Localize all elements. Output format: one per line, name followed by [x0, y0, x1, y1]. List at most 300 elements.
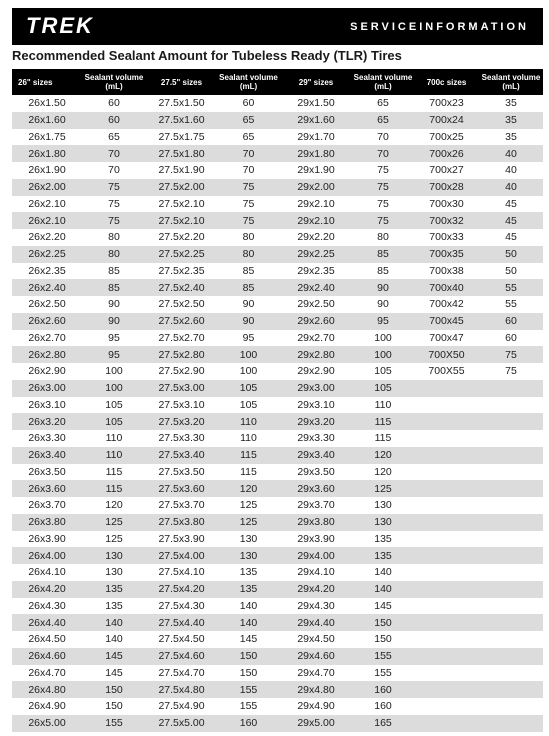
tire-size-cell: 26x3.00 [12, 380, 82, 397]
tire-size-cell: 26x4.40 [12, 614, 82, 631]
tire-size-cell: 29x3.90 [280, 531, 352, 548]
sealant-volume-cell [479, 497, 543, 514]
sealant-volume-cell: 150 [217, 648, 280, 665]
column-header: 27.5" sizes [146, 69, 217, 95]
tire-size-cell [414, 531, 479, 548]
sealant-volume-cell [479, 430, 543, 447]
sealant-volume-cell: 145 [82, 665, 146, 682]
sealant-volume-cell: 40 [479, 179, 543, 196]
table-row [12, 229, 543, 246]
sealant-volume-cell: 85 [217, 263, 280, 280]
tire-size-cell: 29x1.60 [280, 112, 352, 129]
tire-size-cell: 700x23 [414, 95, 479, 112]
sealant-volume-cell: 135 [352, 547, 414, 564]
tire-size-cell [414, 397, 479, 414]
table-row [12, 179, 543, 196]
tire-size-cell: 29x2.25 [280, 246, 352, 263]
tire-size-cell: 26x3.80 [12, 514, 82, 531]
sealant-volume-cell: 55 [479, 279, 543, 296]
sealant-volume-cell [479, 631, 543, 648]
tire-size-cell: 700x24 [414, 112, 479, 129]
column-header: 26" sizes [12, 69, 82, 95]
tire-size-cell: 700x47 [414, 330, 479, 347]
tire-size-cell: 29x4.40 [280, 614, 352, 631]
sealant-volume-cell: 160 [352, 698, 414, 715]
sealant-volume-cell: 75 [82, 179, 146, 196]
tire-size-cell: 29x4.20 [280, 581, 352, 598]
sealant-volume-cell: 95 [82, 330, 146, 347]
tire-size-cell: 27.5x4.60 [146, 648, 217, 665]
tire-size-cell: 27.5x1.80 [146, 145, 217, 162]
sealant-volume-cell: 150 [82, 698, 146, 715]
table-row [12, 447, 543, 464]
sealant-volume-cell: 75 [82, 196, 146, 213]
tire-size-cell: 700x26 [414, 145, 479, 162]
table-row [12, 380, 543, 397]
sealant-volume-cell: 140 [217, 614, 280, 631]
sealant-volume-cell: 50 [479, 263, 543, 280]
tire-size-cell: 27.5x3.90 [146, 531, 217, 548]
sealant-volume-cell: 155 [82, 715, 146, 732]
tire-size-cell: 29x1.80 [280, 145, 352, 162]
tire-size-cell: 27.5x4.40 [146, 614, 217, 631]
tire-size-cell: 27.5x2.70 [146, 330, 217, 347]
tire-size-cell: 26x4.60 [12, 648, 82, 665]
sealant-volume-cell: 155 [217, 698, 280, 715]
sealant-volume-cell [479, 380, 543, 397]
sealant-volume-cell: 100 [352, 330, 414, 347]
sealant-volume-cell: 40 [479, 162, 543, 179]
column-header: Sealant volume (mL) [82, 69, 146, 95]
tire-size-cell: 27.5x1.60 [146, 112, 217, 129]
sealant-volume-cell: 60 [82, 112, 146, 129]
sealant-volume-cell: 60 [217, 95, 280, 112]
tire-size-cell: 29x1.70 [280, 129, 352, 146]
tire-size-cell: 26x2.90 [12, 363, 82, 380]
sealant-volume-cell: 80 [217, 229, 280, 246]
tire-size-cell: 29x3.80 [280, 514, 352, 531]
sealant-volume-cell [479, 614, 543, 631]
tire-size-cell: 27.5x3.40 [146, 447, 217, 464]
tire-size-cell [414, 547, 479, 564]
sealant-volume-cell: 90 [82, 296, 146, 313]
sealant-volume-cell: 160 [352, 681, 414, 698]
table-row [12, 631, 543, 648]
table-row [12, 279, 543, 296]
tire-size-cell [414, 564, 479, 581]
tire-size-cell [414, 581, 479, 598]
tire-size-cell: 26x3.10 [12, 397, 82, 414]
tire-size-cell [414, 715, 479, 732]
sealant-volume-cell [479, 581, 543, 598]
sealant-volume-cell: 80 [217, 246, 280, 263]
sealant-volume-cell: 135 [217, 564, 280, 581]
sealant-volume-cell: 115 [82, 464, 146, 481]
sealant-volume-cell: 90 [82, 313, 146, 330]
sealant-volume-cell [479, 413, 543, 430]
sealant-volume-cell: 75 [217, 212, 280, 229]
sealant-volume-cell: 130 [352, 514, 414, 531]
section-label: SERVICEINFORMATION [350, 21, 529, 33]
tire-size-cell: 26x2.50 [12, 296, 82, 313]
sealant-volume-cell: 120 [217, 480, 280, 497]
table-header-row [12, 69, 543, 95]
sealant-volume-cell: 140 [82, 614, 146, 631]
sealant-volume-cell: 130 [217, 547, 280, 564]
table-row [12, 112, 543, 129]
tire-size-cell: 27.5x2.40 [146, 279, 217, 296]
tire-size-cell: 26x5.00 [12, 715, 82, 732]
table-row [12, 464, 543, 481]
tire-size-cell: 700x28 [414, 179, 479, 196]
tire-size-cell: 27.5x2.25 [146, 246, 217, 263]
tire-size-cell: 26x2.10 [12, 196, 82, 213]
sealant-volume-cell: 150 [82, 681, 146, 698]
sealant-volume-cell: 130 [217, 531, 280, 548]
table-row [12, 363, 543, 380]
tire-size-cell: 29x3.60 [280, 480, 352, 497]
sealant-volume-cell [479, 397, 543, 414]
tire-size-cell: 26x4.90 [12, 698, 82, 715]
sealant-volume-cell: 60 [479, 313, 543, 330]
tire-size-cell: 26x4.70 [12, 665, 82, 682]
sealant-volume-cell [479, 715, 543, 732]
table-row [12, 497, 543, 514]
tire-size-cell [414, 631, 479, 648]
sealant-volume-cell: 115 [217, 464, 280, 481]
table-row [12, 212, 543, 229]
tire-size-cell: 27.5x2.20 [146, 229, 217, 246]
sealant-volume-cell: 60 [82, 95, 146, 112]
table-row [12, 162, 543, 179]
sealant-volume-cell: 65 [217, 112, 280, 129]
sealant-volume-cell: 125 [217, 514, 280, 531]
tire-size-cell: 27.5x4.50 [146, 631, 217, 648]
tire-size-cell [414, 480, 479, 497]
tire-size-cell: 700x38 [414, 263, 479, 280]
tire-size-cell [414, 614, 479, 631]
sealant-volume-cell: 140 [352, 564, 414, 581]
sealant-volume-cell: 100 [352, 346, 414, 363]
sealant-volume-cell [479, 531, 543, 548]
tire-size-cell: 29x2.50 [280, 296, 352, 313]
sealant-volume-cell [479, 698, 543, 715]
table-row [12, 313, 543, 330]
trek-logo: TREK [26, 13, 94, 38]
tire-size-cell: 26x2.60 [12, 313, 82, 330]
tire-size-cell: 27.5x2.35 [146, 263, 217, 280]
tire-size-cell: 700x32 [414, 212, 479, 229]
tire-size-cell: 27.5x2.10 [146, 196, 217, 213]
tire-size-cell: 29x3.10 [280, 397, 352, 414]
sealant-volume-cell: 115 [352, 413, 414, 430]
sealant-volume-cell [479, 514, 543, 531]
tire-size-cell: 26x3.60 [12, 480, 82, 497]
sealant-volume-cell: 110 [352, 397, 414, 414]
tire-size-cell: 27.5x3.50 [146, 464, 217, 481]
sealant-volume-cell [479, 547, 543, 564]
sealant-volume-cell: 125 [217, 497, 280, 514]
sealant-volume-cell: 55 [479, 296, 543, 313]
sealant-volume-cell [479, 447, 543, 464]
sealant-volume-cell: 80 [352, 229, 414, 246]
tire-size-cell: 29x3.40 [280, 447, 352, 464]
sealant-volume-cell: 45 [479, 212, 543, 229]
sealant-volume-cell: 115 [352, 430, 414, 447]
sealant-volume-cell: 35 [479, 129, 543, 146]
table-row [12, 698, 543, 715]
sealant-volume-cell: 70 [352, 129, 414, 146]
tire-size-cell: 27.5x3.20 [146, 413, 217, 430]
table-row [12, 263, 543, 280]
tire-size-cell: 26x1.80 [12, 145, 82, 162]
column-header: 700c sizes [414, 69, 479, 95]
sealant-volume-cell: 70 [82, 162, 146, 179]
tire-size-cell: 29x2.70 [280, 330, 352, 347]
sealant-volume-cell: 70 [217, 162, 280, 179]
tire-size-cell: 26x2.40 [12, 279, 82, 296]
tire-size-cell [414, 648, 479, 665]
table-body [12, 95, 543, 732]
tire-size-cell: 26x4.10 [12, 564, 82, 581]
sealant-volume-cell: 110 [217, 413, 280, 430]
tire-size-cell: 29x4.60 [280, 648, 352, 665]
tire-size-cell: 27.5x4.90 [146, 698, 217, 715]
sealant-volume-cell: 125 [352, 480, 414, 497]
table-row [12, 430, 543, 447]
sealant-volume-cell: 120 [82, 497, 146, 514]
tire-size-cell: 29x4.00 [280, 547, 352, 564]
tire-size-cell: 27.5x2.90 [146, 363, 217, 380]
sealant-volume-cell [479, 480, 543, 497]
sealant-volume-cell: 100 [82, 363, 146, 380]
sealant-volume-cell: 105 [217, 380, 280, 397]
tire-size-cell: 26x3.70 [12, 497, 82, 514]
tire-size-cell: 26x2.80 [12, 346, 82, 363]
sealant-volume-cell: 70 [352, 145, 414, 162]
tire-size-cell: 26x3.20 [12, 413, 82, 430]
sealant-volume-cell: 35 [479, 112, 543, 129]
tire-size-cell: 29x2.20 [280, 229, 352, 246]
tire-size-cell [414, 380, 479, 397]
tire-size-cell: 27.5x1.90 [146, 162, 217, 179]
tire-size-cell: 26x4.80 [12, 681, 82, 698]
sealant-volume-cell: 110 [82, 430, 146, 447]
sealant-volume-cell: 75 [82, 212, 146, 229]
sealant-volume-cell: 65 [217, 129, 280, 146]
tire-size-cell: 29x4.80 [280, 681, 352, 698]
tire-size-cell: 26x2.10 [12, 212, 82, 229]
sealant-volume-cell: 155 [352, 665, 414, 682]
tire-size-cell: 27.5x4.70 [146, 665, 217, 682]
tire-size-cell: 700x40 [414, 279, 479, 296]
tire-size-cell: 26x3.30 [12, 430, 82, 447]
sealant-volume-cell: 85 [217, 279, 280, 296]
column-header: 29" sizes [280, 69, 352, 95]
tire-size-cell: 26x3.90 [12, 531, 82, 548]
table-row [12, 681, 543, 698]
table-row [12, 145, 543, 162]
header-banner [12, 8, 543, 45]
tire-size-cell: 26x4.50 [12, 631, 82, 648]
tire-size-cell [414, 464, 479, 481]
sealant-volume-cell: 75 [479, 363, 543, 380]
table-row [12, 397, 543, 414]
sealant-volume-cell: 115 [217, 447, 280, 464]
tire-size-cell [414, 447, 479, 464]
table-row [12, 480, 543, 497]
tire-size-cell: 700x25 [414, 129, 479, 146]
sealant-volume-cell: 95 [82, 346, 146, 363]
sealant-volume-cell: 75 [479, 346, 543, 363]
tire-size-cell: 27.5x1.75 [146, 129, 217, 146]
tire-size-cell: 29x1.90 [280, 162, 352, 179]
sealant-volume-cell: 140 [352, 581, 414, 598]
tire-size-cell: 29x2.80 [280, 346, 352, 363]
table-row [12, 648, 543, 665]
tire-size-cell: 27.5x1.50 [146, 95, 217, 112]
table-row [12, 196, 543, 213]
table-row [12, 531, 543, 548]
sealant-volume-cell: 90 [217, 313, 280, 330]
tire-size-cell: 29x2.90 [280, 363, 352, 380]
sealant-volume-cell: 105 [352, 363, 414, 380]
sealant-volume-cell: 65 [352, 95, 414, 112]
table-row [12, 514, 543, 531]
column-header: Sealant volume (mL) [217, 69, 280, 95]
sealant-volume-cell: 50 [479, 246, 543, 263]
tire-size-cell: 29x4.50 [280, 631, 352, 648]
sealant-volume-cell [479, 598, 543, 615]
tire-size-cell: 27.5x3.10 [146, 397, 217, 414]
tire-size-cell [414, 497, 479, 514]
sealant-volume-cell: 75 [217, 196, 280, 213]
sealant-volume-cell: 130 [82, 564, 146, 581]
page-title: Recommended Sealant Amount for Tubeless Ready (TLR) Tires [12, 48, 402, 63]
sealant-volume-cell: 125 [82, 514, 146, 531]
tire-size-cell: 29x2.10 [280, 196, 352, 213]
sealant-volume-cell: 75 [352, 162, 414, 179]
tire-size-cell: 700x45 [414, 313, 479, 330]
sealant-volume-cell: 90 [352, 279, 414, 296]
tire-size-cell: 27.5x2.60 [146, 313, 217, 330]
tire-size-cell: 700X55 [414, 363, 479, 380]
sealant-volume-cell: 75 [352, 179, 414, 196]
sealant-volume-cell: 160 [217, 715, 280, 732]
sealant-volume-cell: 85 [82, 279, 146, 296]
tire-size-cell: 27.5x5.00 [146, 715, 217, 732]
table-row [12, 246, 543, 263]
sealant-volume-cell: 85 [352, 246, 414, 263]
sealant-volume-cell: 85 [352, 263, 414, 280]
sealant-volume-cell: 110 [82, 447, 146, 464]
sealant-volume-cell [479, 564, 543, 581]
table-row [12, 413, 543, 430]
sealant-volume-cell: 80 [82, 246, 146, 263]
table-row [12, 330, 543, 347]
tire-size-cell: 27.5x4.20 [146, 581, 217, 598]
tire-size-cell [414, 665, 479, 682]
sealant-volume-cell: 45 [479, 229, 543, 246]
tire-size-cell: 26x2.25 [12, 246, 82, 263]
sealant-volume-cell: 135 [352, 531, 414, 548]
table-row [12, 564, 543, 581]
sealant-volume-cell: 135 [82, 598, 146, 615]
table-row [12, 346, 543, 363]
sealant-volume-cell: 90 [352, 296, 414, 313]
sealant-volume-cell: 105 [82, 397, 146, 414]
sealant-volume-cell: 135 [217, 581, 280, 598]
tire-size-cell: 29x2.40 [280, 279, 352, 296]
sealant-volume-cell: 115 [82, 480, 146, 497]
tire-size-cell: 26x3.50 [12, 464, 82, 481]
sealant-volume-cell: 150 [217, 665, 280, 682]
sealant-volume-cell: 65 [82, 129, 146, 146]
table-row [12, 129, 543, 146]
tire-size-cell: 26x2.20 [12, 229, 82, 246]
sealant-volume-cell: 95 [217, 330, 280, 347]
tire-size-cell [414, 413, 479, 430]
tire-size-cell: 26x1.50 [12, 95, 82, 112]
tire-size-cell: 29x3.70 [280, 497, 352, 514]
sealant-volume-cell: 45 [479, 196, 543, 213]
table-row [12, 547, 543, 564]
sealant-volume-cell: 150 [352, 614, 414, 631]
tire-size-cell: 26x4.00 [12, 547, 82, 564]
tire-size-cell [414, 681, 479, 698]
sealant-volume-cell: 140 [82, 631, 146, 648]
sealant-volume-cell: 65 [352, 112, 414, 129]
sealant-volume-cell: 130 [352, 497, 414, 514]
sealant-volume-cell: 75 [352, 212, 414, 229]
sealant-volume-cell: 70 [82, 145, 146, 162]
sealant-volume-cell: 40 [479, 145, 543, 162]
tire-size-cell: 27.5x2.80 [146, 346, 217, 363]
sealant-volume-cell: 140 [217, 598, 280, 615]
tire-size-cell: 26x1.75 [12, 129, 82, 146]
tire-size-cell: 26x2.00 [12, 179, 82, 196]
table-row [12, 581, 543, 598]
tire-size-cell: 26x1.90 [12, 162, 82, 179]
tire-size-cell: 700x27 [414, 162, 479, 179]
tire-size-cell: 29x3.20 [280, 413, 352, 430]
tire-size-cell [414, 698, 479, 715]
table-row [12, 95, 543, 112]
tire-size-cell: 700x33 [414, 229, 479, 246]
sealant-volume-cell: 60 [479, 330, 543, 347]
sealant-volume-cell [479, 464, 543, 481]
tire-size-cell: 27.5x3.70 [146, 497, 217, 514]
sealant-volume-cell [479, 665, 543, 682]
tire-size-cell: 29x4.10 [280, 564, 352, 581]
column-header: Sealant volume (mL) [352, 69, 414, 95]
sealant-volume-cell [479, 681, 543, 698]
sealant-table [12, 69, 543, 732]
sealant-volume-cell: 155 [352, 648, 414, 665]
tire-size-cell: 26x2.70 [12, 330, 82, 347]
table-row [12, 665, 543, 682]
tire-size-cell: 29x2.10 [280, 212, 352, 229]
sealant-volume-cell: 145 [217, 631, 280, 648]
table-row [12, 715, 543, 732]
tire-size-cell [414, 598, 479, 615]
sealant-volume-cell: 75 [217, 179, 280, 196]
sealant-volume-cell: 145 [352, 598, 414, 615]
tire-size-cell [414, 430, 479, 447]
tire-size-cell: 29x2.60 [280, 313, 352, 330]
tire-size-cell: 29x3.00 [280, 380, 352, 397]
tire-size-cell: 29x1.50 [280, 95, 352, 112]
